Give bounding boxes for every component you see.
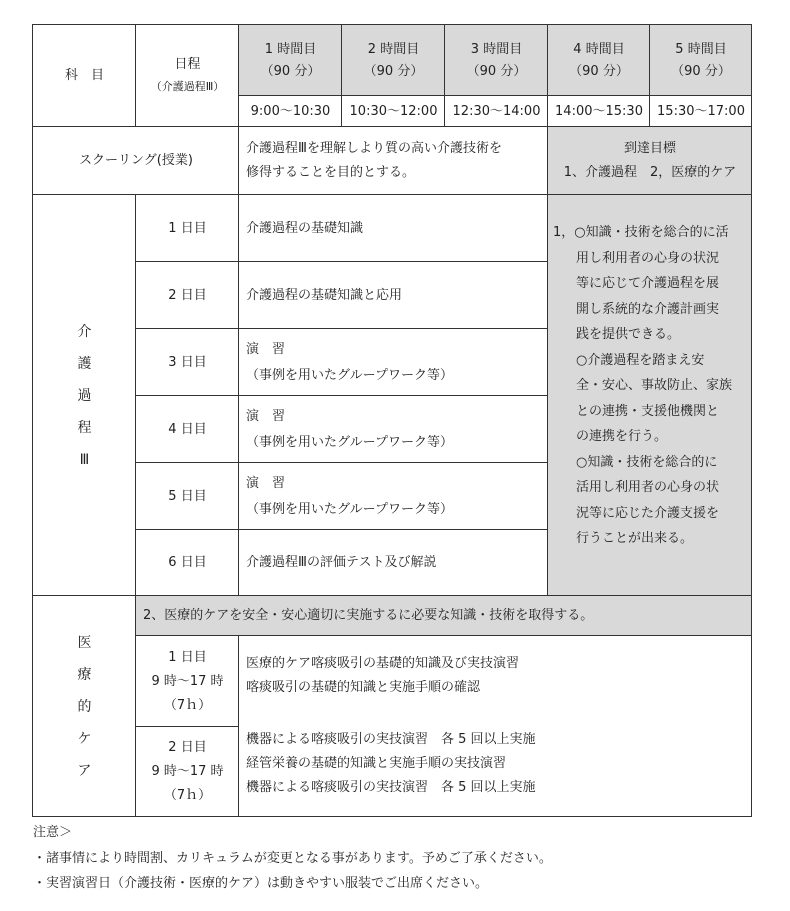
period-label: 4 時間目 <box>573 41 625 57</box>
period-1-header <box>238 24 342 96</box>
header-schedule-label: 日程 <box>174 57 201 72</box>
notes-item: ・諸事情により時間割、カリキュラムが変更となる事があります。予めご了承ください。 <box>33 851 552 866</box>
day-content: 介護過程Ⅲの評価テスト及び解説 <box>246 555 437 570</box>
goal-line: ○知識・技術を総合的に <box>576 454 718 470</box>
kaigo-day-4 <box>135 395 239 463</box>
period-5-time <box>649 95 752 127</box>
period-label: 3 時間目 <box>470 41 523 57</box>
iryo-subject-cell <box>32 595 136 817</box>
period-duration: （90 分） <box>363 63 424 79</box>
kaigo-content-4 <box>238 395 548 463</box>
day-content: 介護過程の基礎知識 <box>246 220 364 236</box>
period-duration: （90 分） <box>569 63 629 79</box>
table-border-bottom <box>32 816 752 817</box>
schooling-purpose-line: 介護過程Ⅲを理解しより質の高い介護技術を <box>246 141 502 156</box>
iryo-content-line: 機器による喀痰吸引の実技演習 各 5 回以上実施 <box>246 780 536 795</box>
iryo-content-line: 経管栄養の基礎的知識と実施手順の実技演習 <box>246 756 507 771</box>
period-duration: （90 分） <box>671 63 731 79</box>
day-time: 9 時～17 時 <box>151 764 224 779</box>
day-content: 演 習 <box>246 408 286 424</box>
schooling-label-cell <box>32 126 239 195</box>
iryo-goal: 2、医療的ケアを安全・安心適切に実施するに必要な知識・技術を取得する。 <box>143 608 594 623</box>
period-time: 9:00～10:30 <box>250 103 331 119</box>
day-label: 1 日目 <box>168 220 207 236</box>
period-time: 14:00～15:30 <box>555 103 643 119</box>
kaigo-day-5 <box>135 462 239 530</box>
period-2-time <box>341 95 445 127</box>
day-label: 3 日目 <box>168 354 207 370</box>
goal-line: 全・安心、事故防止、家族 <box>576 378 733 393</box>
day-content: 介護過程の基礎知識と応用 <box>246 287 403 303</box>
subject-char: 的 <box>77 698 92 715</box>
period-3-time <box>444 95 548 127</box>
day-hours: （7ｈ） <box>163 697 212 713</box>
subject-char: 介 <box>77 323 92 340</box>
period-time: 15:30～17:00 <box>657 103 745 119</box>
period-time: 12:30～14:00 <box>452 103 541 119</box>
period-5-header <box>649 24 752 96</box>
schooling-goal-cell <box>547 126 752 195</box>
kaigo-content-2 <box>238 261 548 329</box>
goal-line: 践を提供できる。 <box>576 327 681 342</box>
header-subject-label: 科 目 <box>64 68 104 83</box>
iryo-content-line: 機器による喀痰吸引の実技演習 各 5 回以上実施 <box>246 732 536 747</box>
day-content: 演 習 <box>246 475 286 491</box>
subject-char: 過 <box>77 387 92 404</box>
kaigo-day-3 <box>135 328 239 396</box>
period-time: 10:30～12:00 <box>349 103 438 119</box>
period-1-time <box>238 95 342 127</box>
kaigo-day-1 <box>135 194 239 262</box>
goal-line: との連携・支援他機関と <box>576 403 720 419</box>
period-4-header <box>547 24 650 96</box>
goal-line: ○介護過程を踏まえ安 <box>576 352 705 368</box>
kaigo-content-6 <box>238 529 548 596</box>
kaigo-goal-text <box>553 220 749 552</box>
period-3-header <box>444 24 548 96</box>
kaigo-day-2 <box>135 261 239 329</box>
day-content: 演 習 <box>246 341 286 357</box>
goal-line: 用し利用者の心身の状況 <box>576 250 720 266</box>
period-label: 5 時間目 <box>675 41 727 57</box>
kaigo-content-5 <box>238 462 548 530</box>
period-2-header <box>341 24 445 96</box>
goal-line: 活用し利用者の心身の状 <box>576 480 720 495</box>
period-label: 1 時間目 <box>264 41 317 57</box>
subject-char: 医 <box>77 634 92 651</box>
day-note: （事例を用いたグループワーク等） <box>246 501 453 517</box>
schooling-label: スクーリング(授業) <box>79 153 193 168</box>
goal-line: の連携を行う。 <box>576 429 668 444</box>
subject-char: Ⅲ <box>79 451 90 468</box>
subject-char: ア <box>77 762 92 779</box>
day-label: 2 日目 <box>168 740 207 755</box>
goal-line: 況等に応じた介護支援を <box>576 505 720 521</box>
goal-line: 開し系統的な介護計画実 <box>576 301 720 317</box>
goal-line: 1，○知識・技術を総合的に活 <box>553 225 729 240</box>
period-duration: （90 分） <box>466 63 527 79</box>
kaigo-subject-cell <box>32 194 136 596</box>
iryo-content-block-1 <box>246 652 519 700</box>
header-schedule-sub: （介護過程Ⅲ） <box>150 80 225 93</box>
iryo-day-2 <box>135 726 239 817</box>
day-label: 5 日目 <box>168 488 207 504</box>
iryo-content-block-2 <box>246 728 536 800</box>
period-label: 2 時間目 <box>367 41 420 57</box>
day-time: 9 時～17 時 <box>151 673 224 689</box>
subject-char: 療 <box>77 666 92 683</box>
header-subject <box>32 24 136 127</box>
day-label: 4 日目 <box>168 421 207 437</box>
subject-char: ケ <box>77 730 92 747</box>
iryo-day-1 <box>135 635 239 727</box>
goal-title: 到達目標 <box>623 141 676 156</box>
iryo-content-line: 喀痰吸引の基礎的知識と実施手順の確認 <box>246 680 481 695</box>
iryo-goal-cell <box>135 595 752 636</box>
goal-line: 等に応じて介護過程を展 <box>576 276 720 291</box>
notes-title: 注意＞ <box>33 825 73 840</box>
day-label: 6 日目 <box>168 555 207 570</box>
period-duration: （90 分） <box>260 63 321 79</box>
day-label: 2 日目 <box>168 287 207 303</box>
kaigo-content-1 <box>238 194 548 262</box>
subject-char: 護 <box>77 355 92 372</box>
day-note: （事例を用いたグループワーク等） <box>246 434 453 450</box>
iryo-content-line: 医療的ケア喀痰吸引の基礎的知識及び実技演習 <box>246 656 520 671</box>
period-4-time <box>547 95 650 127</box>
day-label: 1 日目 <box>168 649 207 665</box>
notes-item: ・実習演習日（介護技術・医療的ケア）は動きやすい服装でご出席ください。 <box>33 876 489 891</box>
goal-line: 行うことが出来る。 <box>576 531 694 546</box>
kaigo-content-3 <box>238 328 548 396</box>
header-schedule <box>135 24 239 127</box>
subject-char: 程 <box>77 419 92 436</box>
day-note: （事例を用いたグループワーク等） <box>246 367 453 383</box>
schooling-purpose-cell <box>238 126 548 195</box>
kaigo-day-6 <box>135 529 239 596</box>
goal-items: 1、介護過程 2，医療的ケア <box>563 165 737 180</box>
table-border-right <box>751 24 752 817</box>
day-hours: （7ｈ） <box>163 788 212 803</box>
schooling-purpose-line: 修得することを目的とする。 <box>246 165 416 180</box>
